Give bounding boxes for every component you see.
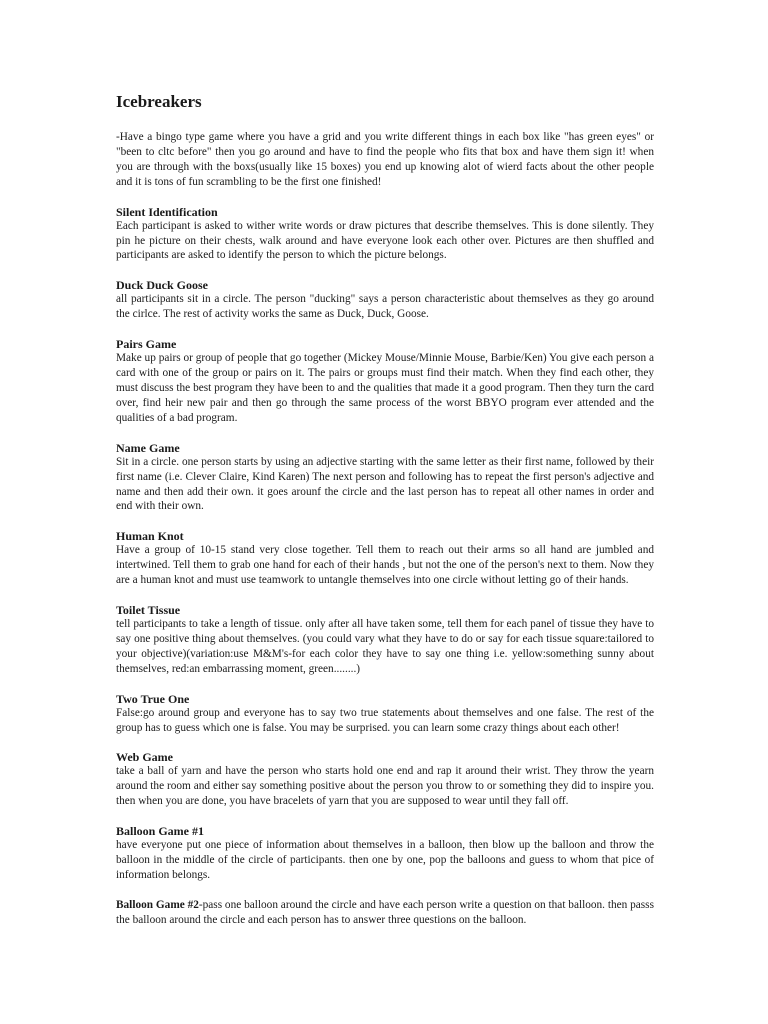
section-body: have everyone put one piece of information about themselves in a balloon, then blow up the balloon and throw the balloon in the middle of the circle of participants. then one by one, pop the balloons and guess to whom that pice of information belongs.	[116, 839, 654, 881]
section-heading: Balloon Game #1	[116, 824, 205, 839]
section-heading: Name Game	[116, 440, 180, 455]
section-human-knot	[116, 529, 654, 588]
section-body: Make up pairs or group of people that go together (Mickey Mouse/Minnie Mouse, Barbie/Ken) You give each person a card with one of the group or pairs on it. The pairs or groups must find their match. When they find each other, they must discuss the best program they have been to and the qualities that made it a good program. Then they turn the card over, find heir new pair and then go through the same process of the worst BBYO program ever attended and the qualities of a bad program.	[116, 352, 654, 424]
section-two-true-one	[116, 692, 654, 736]
section-body: -pass one balloon around the circle and have each person write a question on that balloon. then passs the balloon around the circle and each person has to answer three questions on the balloon.	[116, 898, 654, 926]
section-body: take a ball of yarn and have the person who starts hold one end and rap it around their wrist. They throw the yearn around the room and either say something positive about the person you throw to or something they did to inspire you. then when you are done, you have bracelets of yarn that you are supposed to wear until they fall off.	[116, 765, 654, 808]
section-body: all participants sit in a circle. The person "ducking" says a person characteristic about themselves as they go around the cirlce. The rest of activity works the same as Duck, Duck, Goose.	[116, 293, 654, 321]
section-silent-identification	[116, 205, 654, 264]
section-balloon-game-1	[116, 824, 654, 883]
section-body: False:go around group and everyone has to say two true statements about themselves and one false. The rest of the group has to guess which one is false. You may be surprised. you can learn some crazy things about each other!	[116, 706, 654, 734]
intro-block	[116, 130, 654, 190]
section-body: Sit in a circle. one person starts by using an adjective starting with the same letter as their first name, followed by their first name (i.e. Clever Claire, Kind Karen) The next person and following has to repeat the first person's adjective and name and then add their own. it goes arounf the circle and the last person has to repeat all other names in order and end with their own.	[116, 455, 654, 513]
section-balloon-game-2	[116, 898, 654, 928]
section-heading: Duck Duck Goose	[116, 278, 209, 293]
section-duck-duck-goose	[116, 278, 654, 322]
intro-paragraph: -Have a bingo type game where you have a grid and you write different things in each box like "has green eyes" or "been to cltc before" then you go around and have to find the people who fits that box and have them sign it! when you are through with the boxs(usually like 15 boxes) you end up knowing alot of wierd facts about the other people and it is tons of fun scrambling to be the first one finished!	[116, 131, 654, 188]
section-pairs-game	[116, 337, 654, 426]
section-body: Have a group of 10-15 stand very close together. Tell them to reach out their arms so all hand are jumbled and intertwined. Tell them to grab one hand for each of their hands , but not the one of the person's next to them. Now they are a human knot and must use teamwork to untangle themselves into one circle without letting go of their hands.	[116, 544, 654, 587]
section-body: Each participant is asked to wither write words or draw pictures that describe themselves. This is done silently. They pin he picture on their chests, walk around and have everyone look each other over. Pictures are then shuffled and participants are asked to identify the person to which the picture belongs.	[116, 219, 654, 262]
document-body	[116, 92, 654, 943]
section-heading: Silent Identification	[116, 204, 218, 219]
section-heading: Balloon Game #2	[116, 898, 199, 911]
section-heading: Toilet Tissue	[116, 603, 181, 618]
section-name-game	[116, 441, 654, 515]
page-title: Icebreakers	[116, 92, 202, 111]
section-toilet-tissue	[116, 603, 654, 677]
section-body-inline	[116, 898, 654, 928]
section-body: tell participants to take a length of tissue. only after all have taken some, tell them for each panel of tissue they have to say one positive thing about themselves. (you could vary what they have to do or say for each tissue square:tailored to your objective)(variation:use M&M's-for each color they have to say one thing i.e. yellow:something sunny about themselves, red:an embarrassing moment, green........)	[116, 618, 654, 675]
section-heading: Web Game	[116, 750, 173, 765]
section-heading: Pairs Game	[116, 337, 177, 352]
section-heading: Human Knot	[116, 529, 184, 544]
section-web-game	[116, 750, 654, 809]
section-heading: Two True One	[116, 691, 190, 706]
